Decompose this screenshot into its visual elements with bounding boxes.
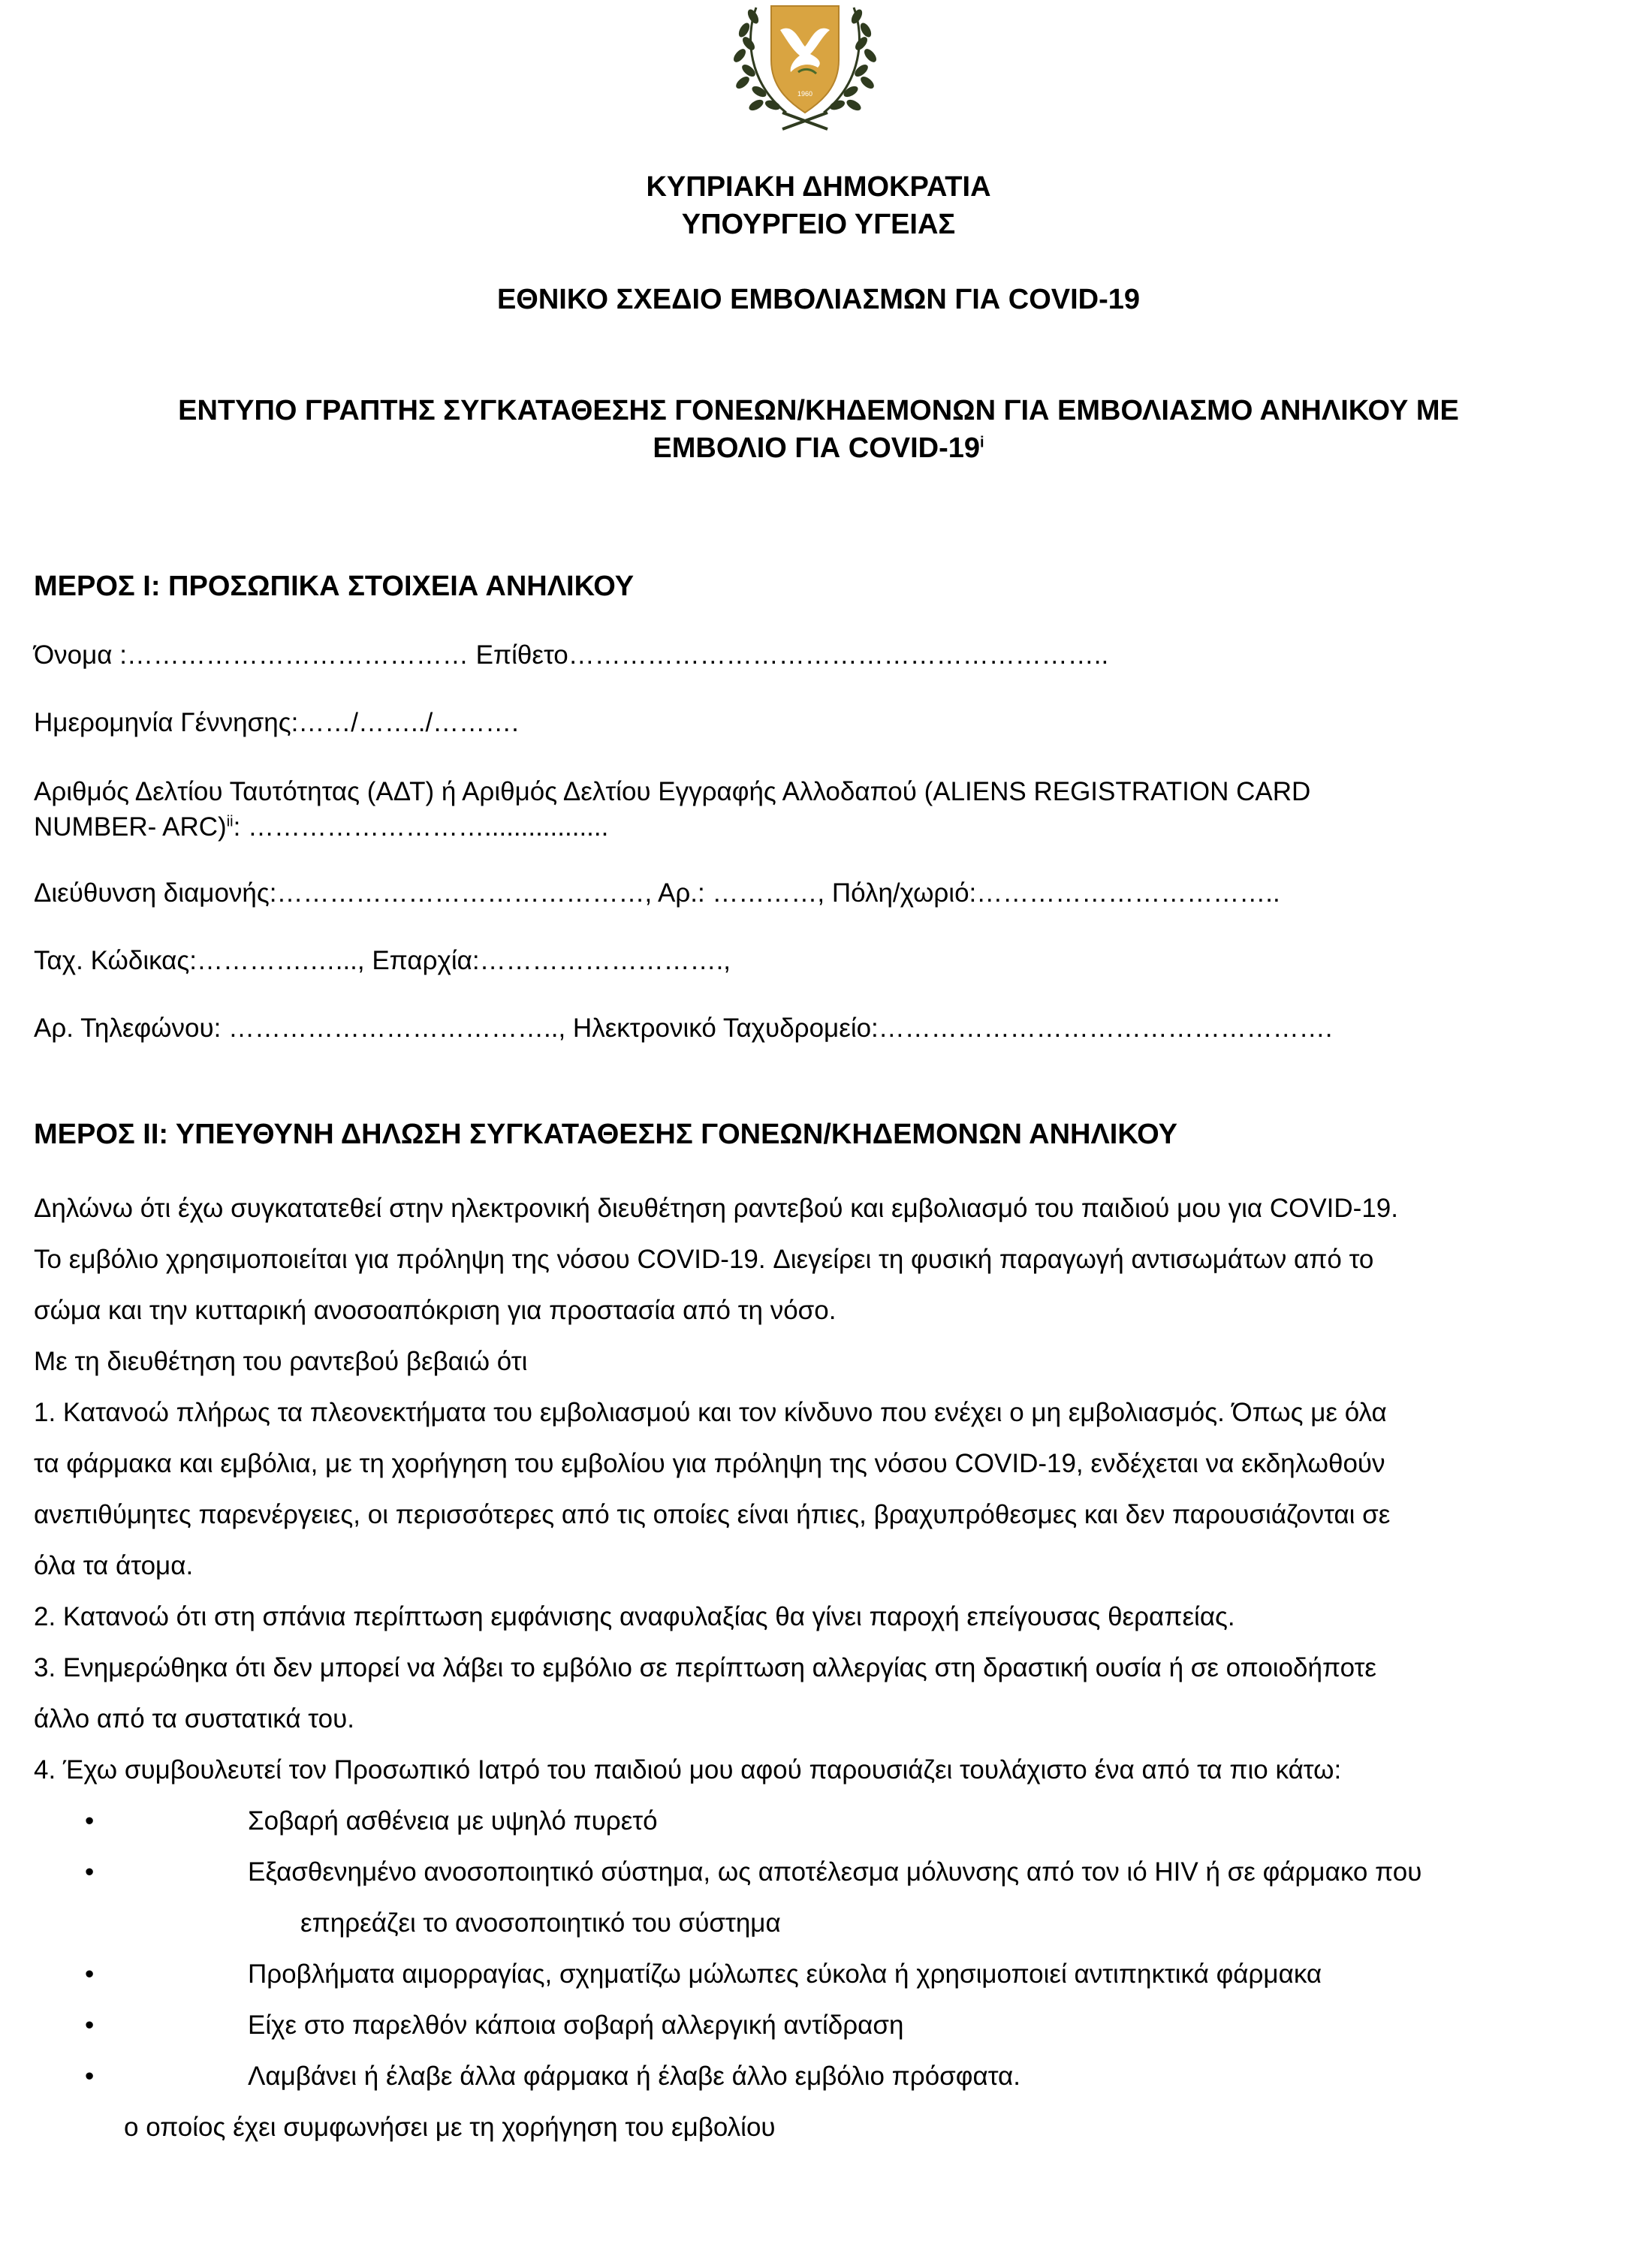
declaration-line: 2. Κατανοώ ότι στη σπάνια περίπτωση εμφάνισης αναφυλαξίας θα γίνει παροχή επείγουσας θεραπείας. xyxy=(34,1602,1235,1631)
declaration-line: Δηλώνω ότι έχω συγκατατεθεί στην ηλεκτρονική διευθέτηση ραντεβού και εμβολιασμό του παιδιού μου για COVID-19. xyxy=(34,1194,1398,1223)
condition-list-item: Λαμβάνει ή έλαβε άλλα φάρμακα ή έλαβε άλλο εμβόλιο πρόσφατα. xyxy=(248,2062,1020,2091)
declaration-line: τα φάρμακα και εμβόλια, με τη χορήγηση του εμβολίου για πρόληψη της νόσου COVID-19, ενδέχεται να εκδηλωθούν xyxy=(34,1449,1385,1478)
closing-statement: ο οποίος έχει συμφωνήσει με τη χορήγηση του εμβολίου xyxy=(124,2113,776,2142)
id-number-field-line-2: NUMBER- ARC)$^{ii}$: ………………………................. xyxy=(34,812,609,842)
bullet-marker: • xyxy=(85,1806,95,1836)
footnote-marker: i xyxy=(980,434,984,451)
condition-list-item: Σοβαρή ασθένεια με υψηλό πυρετό xyxy=(248,1806,658,1836)
cyprus-coat-of-arms-emblem xyxy=(726,0,884,132)
condition-list-item: Είχε στο παρελθόν κάποια σοβαρή αλλεργική αντίδραση xyxy=(248,2010,904,2040)
bullet-marker: • xyxy=(85,2010,95,2040)
declaration-line: 3. Ενημερώθηκα ότι δεν μπορεί να λάβει το εμβόλιο σε περίπτωση αλλεργίας στη δραστική ουσία ή σε οποιοδήποτε xyxy=(34,1653,1377,1682)
declaration-line: σώμα και την κυτταρική ανοσοαπόκριση για προστασία από τη νόσο. xyxy=(34,1296,837,1325)
declaration-line: άλλο από τα συστατικά του. xyxy=(34,1704,354,1733)
part1-heading: ΜΕΡΟΣ Ι: ΠΡΟΣΩΠΙΚΑ ΣΤΟΙΧΕΙΑ ΑΝΗΛΙΚΟΥ xyxy=(34,571,635,602)
condition-list-item: Εξασθενημένο ανοσοποιητικό σύστημα, ως αποτέλεσμα μόλυνσης από τον ιό HIV ή σε φάρμακο που xyxy=(248,1857,1422,1887)
condition-list-item-continuation: επηρεάζει το ανοσοποιητικό του σύστημα xyxy=(300,1908,781,1938)
footnote-marker: ii xyxy=(226,813,234,830)
birth-date-field: Ημερομηνία Γέννησης:……/……../………. xyxy=(34,708,519,737)
id-number-field-line-1: Αριθμός Δελτίου Ταυτότητας (ΑΔΤ) ή Αριθμός Δελτίου Εγγραφής Αλλοδαπού (ALIENS REGISTRATION CARD xyxy=(34,777,1311,806)
name-surname-field: Όνομα :………………………………… Επίθετο…………………………………………………….. xyxy=(34,640,1109,670)
bullet-marker: • xyxy=(85,2062,95,2091)
form-title-line-2: ΕΜΒΟΛΙΟ ΓΙΑ COVID-19$^i$ xyxy=(653,432,984,464)
declaration-line: ανεπιθύμητες παρενέργειες, οι περισσότερες από τις οποίες είναι ήπιες, βραχυπρόθεσμες και δεν παρουσιάζονται σε xyxy=(34,1500,1391,1529)
declaration-line: Το εμβόλιο χρησιμοποιείται για πρόληψη της νόσου COVID-19. Διεγείρει τη φυσική παραγωγή αντισωμάτων από το xyxy=(34,1245,1374,1274)
header-plan-title: ΕΘΝΙΚΟ ΣΧΕΔΙΟ ΕΜΒΟΛΙΑΣΜΩΝ ΓΙΑ COVID-19 xyxy=(496,284,1141,315)
declaration-line: Με τη διευθέτηση του ραντεβού βεβαιώ ότι xyxy=(34,1347,528,1376)
bullet-marker: • xyxy=(85,1857,95,1887)
emblem-year: 1960 xyxy=(797,90,813,98)
bullet-marker: • xyxy=(85,1959,95,1989)
postcode-district-field: Ταχ. Κώδικας:………….…..., Επαρχία:………………………., xyxy=(34,946,731,975)
declaration-line: 1. Κατανοώ πλήρως τα πλεονεκτήματα του εμβολιασμού και τον κίνδυνο που ενέχει ο μη εμβολιασμός. Όπως με όλα xyxy=(34,1398,1387,1427)
condition-list-item: Προβλήματα αιμορραγίας, σχηματίζω μώλωπες εύκολα ή χρησιμοποιεί αντιπηκτικά φάρμακα xyxy=(248,1959,1322,1989)
declaration-line: 4. Έχω συμβουλευτεί τον Προσωπικό Ιατρό του παιδιού μου αφού παρουσιάζει τουλάχιστο ένα από τα πιο κάτω: xyxy=(34,1755,1342,1785)
header-ministry: ΥΠΟΥΡΓΕΙΟ ΥΓΕΙΑΣ xyxy=(681,209,956,240)
form-title-line-1: ΕΝΤΥΠΟ ΓΡΑΠΤΗΣ ΣΥΓΚΑΤΑΘΕΣΗΣ ΓΟΝΕΩΝ/ΚΗΔΕΜΟΝΩΝ ΓΙΑ ΕΜΒΟΛΙΑΣΜΟ ΑΝΗΛΙΚΟΥ ΜΕ xyxy=(178,395,1459,426)
part2-heading: ΜΕΡΟΣ ΙΙ: ΥΠΕΥΘΥΝΗ ΔΗΛΩΣΗ ΣΥΓΚΑΤΑΘΕΣΗΣ ΓΟΝΕΩΝ/ΚΗΔΕΜΟΝΩΝ ΑΝΗΛΙΚΟΥ xyxy=(34,1119,1177,1150)
phone-email-field: Αρ. Τηλεφώνου: ……………………………….., Ηλεκτρονικό Ταχυδρομείο:……………………………………………. xyxy=(34,1014,1333,1043)
declaration-line: όλα τα άτομα. xyxy=(34,1551,194,1580)
address-field: Διεύθυνση διαμονής:……………………………………, Αρ.: …………, Πόλη/χωριό:…………………………….. xyxy=(34,878,1280,908)
header-country: ΚΥΠΡΙΑΚΗ ΔΗΜΟΚΡΑΤΙΑ xyxy=(646,171,991,203)
